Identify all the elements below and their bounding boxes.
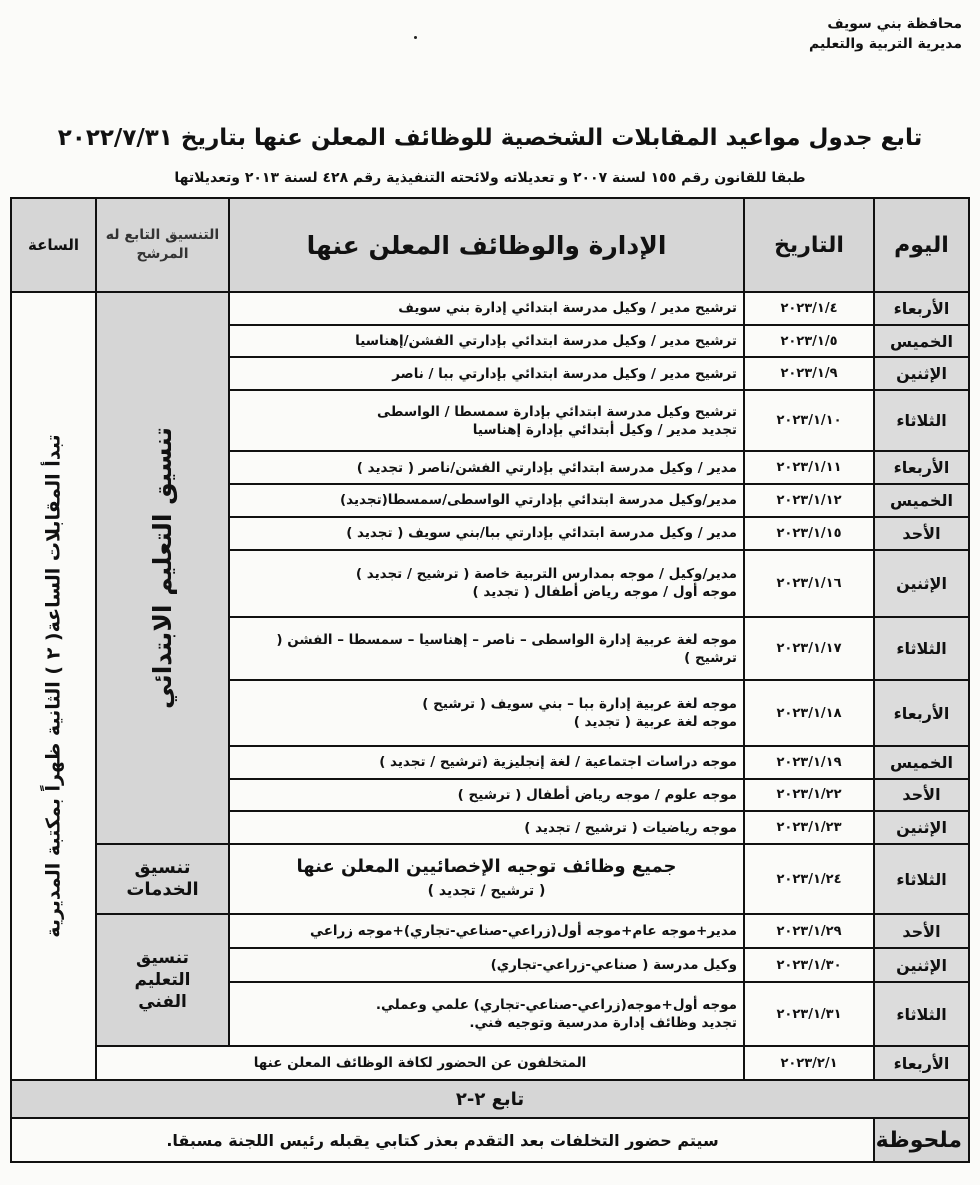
row-day: الأحد — [874, 517, 969, 550]
followup-row — [11, 1080, 969, 1118]
table-row — [11, 844, 969, 914]
row-day: الإثنين — [874, 357, 969, 390]
row-job: موجه دراسات اجتماعية / لغة إنجليزية (ترشيح / تجديد ) — [229, 746, 744, 779]
row-day: الإثنين — [874, 550, 969, 617]
header-date: التاريخ — [744, 198, 874, 292]
row-job: ترشيح مدير / وكيل مدرسة ابتدائي بإدارتي الفشن/إهناسيا — [229, 325, 744, 358]
row-day: الثلاثاء — [874, 390, 969, 451]
coord-primary — [96, 292, 229, 844]
row-date: ٢٠٢٣/١/١٢ — [744, 484, 874, 517]
row-job: ترشيح مدير / وكيل مدرسة ابتدائي بإدارتي ببا / ناصر — [229, 357, 744, 390]
scan-dot — [414, 36, 417, 39]
note-text: سيتم حضور التخلفات بعد التقدم بعذر كتابي يقبله رئيس اللجنة مسبقا. — [11, 1118, 874, 1162]
job-line: موجه أول / موجه رياض أطفال ( تجديد ) — [472, 584, 737, 601]
table-row — [11, 1046, 969, 1080]
coord-technical: تنسيق التعليم الفني — [96, 914, 229, 1046]
row-job — [229, 390, 744, 451]
coord-primary-label: تنسيق التعليم الابتدائي — [147, 427, 177, 709]
directorate-name: مديرية التربية والتعليم — [809, 36, 962, 52]
row-job: مدير / وكيل مدرسة ابتدائي بإدارتي ببا/بني سويف ( تجديد ) — [229, 517, 744, 550]
row-date: ٢٠٢٣/١/١٩ — [744, 746, 874, 779]
row-day: الأحد — [874, 779, 969, 812]
job-line: تجديد وظائف إدارة مدرسية وتوجيه فني. — [469, 1015, 737, 1031]
row-date: ٢٠٢٣/١/١١ — [744, 451, 874, 484]
note-row — [11, 1118, 969, 1162]
row-day: الخميس — [874, 484, 969, 517]
row-date: ٢٠٢٣/١/١٦ — [744, 550, 874, 617]
header-dept: الإدارة والوظائف المعلن عنها — [229, 198, 744, 292]
header-time: الساعة — [11, 198, 96, 292]
page-subtitle: طبقا للقانون رقم ١٥٥ لسنة ٢٠٠٧ و تعديلاته ولائحته التنفيذية رقم ٤٢٨ لسنة ٢٠١٣ وتعديلاتها — [174, 170, 806, 186]
page-title: تابع جدول مواعيد المقابلات الشخصية للوظائف المعلن عنها بتاريخ ٢٠٢٢/٧/٣١ — [57, 125, 923, 151]
time-note: تبدأ المقابلات الساعة( ٢ ) الثانية ظهراً بمكتبة المديرية — [42, 434, 65, 938]
row-date: ٢٠٢٣/١/٣٠ — [744, 948, 874, 982]
row-job: موجه لغة عربية إدارة الواسطى – ناصر – إهناسيا – سمسطا – الفشن ( ترشيح ) — [229, 617, 744, 680]
job-line: موجه لغة عربية ( تجديد ) — [573, 714, 737, 731]
header-day: اليوم — [874, 198, 969, 292]
followup-label: تابع ٢-٢ — [11, 1080, 969, 1118]
row-job: موجه رياضيات ( ترشيح / تجديد ) — [229, 811, 744, 844]
row-day: الأربعاء — [874, 451, 969, 484]
row-day: الأحد — [874, 914, 969, 948]
note-label: ملحوظة — [874, 1118, 969, 1162]
row-job — [229, 844, 744, 914]
row-date: ٢٠٢٣/١/٢٣ — [744, 811, 874, 844]
job-line: ( ترشيح / تجديد ) — [427, 883, 546, 899]
row-date: ٢٠٢٣/١/١٧ — [744, 617, 874, 680]
row-date: ٢٠٢٣/١/٢٩ — [744, 914, 874, 948]
row-day: الخميس — [874, 325, 969, 358]
row-date: ٢٠٢٣/١/١٨ — [744, 680, 874, 745]
row-date: ٢٠٢٣/٢/١ — [744, 1046, 874, 1080]
table-header-row — [11, 198, 969, 292]
job-line: تجديد مدير / وكيل أبتدائي بإدارة إهناسيا — [472, 421, 737, 438]
row-job: مدير / وكيل مدرسة ابتدائي بإدارتي الفشن/ناصر ( تجديد ) — [229, 451, 744, 484]
row-day: الأربعاء — [874, 292, 969, 325]
job-line: جميع وظائف توجيه الإخصائيين المعلن عنها — [296, 856, 677, 877]
row-job: مدير/وكيل مدرسة ابتدائي بإدارتي الواسطى/سمسطا(تجديد) — [229, 484, 744, 517]
row-day: الأربعاء — [874, 680, 969, 745]
row-job — [229, 680, 744, 745]
row-date: ٢٠٢٣/١/١٠ — [744, 390, 874, 451]
row-job: وكيل مدرسة ( صناعي-زراعي-تجاري) — [229, 948, 744, 982]
row-day: الإثنين — [874, 811, 969, 844]
job-line: مدير/وكيل / موجه بمدارس التربية خاصة ( ترشيح / تجديد ) — [355, 566, 737, 583]
table-row — [11, 914, 969, 948]
schedule-table — [10, 197, 970, 1163]
row-date: ٢٠٢٣/١/٣١ — [744, 982, 874, 1046]
time-cell — [11, 292, 96, 1080]
row-job: ترشيح مدير / وكيل مدرسة ابتدائي إدارة بني سويف — [229, 292, 744, 325]
row-job: مدير+موجه عام+موجه أول(زراعي-صناعي-تجاري)+موجه زراعي — [229, 914, 744, 948]
row-date: ٢٠٢٣/١/٤ — [744, 292, 874, 325]
organization-header — [809, 14, 962, 54]
job-line: موجه أول+موجه(زراعي-صناعي-تجاري) علمي وعملي. — [375, 997, 737, 1013]
row-job — [229, 982, 744, 1046]
row-day: الثلاثاء — [874, 844, 969, 914]
coord-services: تنسيق الخدمات — [96, 844, 229, 914]
row-day: الأربعاء — [874, 1046, 969, 1080]
row-date: ٢٠٢٣/١/١٥ — [744, 517, 874, 550]
row-day: الخميس — [874, 746, 969, 779]
row-day: الثلاثاء — [874, 982, 969, 1046]
header-coord: التنسيق التابع له المرشح — [96, 198, 229, 292]
row-day: الإثنين — [874, 948, 969, 982]
row-date: ٢٠٢٣/١/٥ — [744, 325, 874, 358]
row-date: ٢٠٢٣/١/٢٤ — [744, 844, 874, 914]
row-job — [229, 550, 744, 617]
row-job: موجه علوم / موجه رياض أطفال ( ترشيح ) — [229, 779, 744, 812]
row-date: ٢٠٢٣/١/٩ — [744, 357, 874, 390]
job-line: ترشيح وكيل مدرسة ابتدائي بإدارة سمسطا / الواسطى — [377, 403, 737, 420]
table-row — [11, 292, 969, 325]
row-date: ٢٠٢٣/١/٢٢ — [744, 779, 874, 812]
governorate-name: محافظة بني سويف — [827, 16, 962, 32]
row-day: الثلاثاء — [874, 617, 969, 680]
row-job: المتخلفون عن الحضور لكافة الوظائف المعلن عنها — [96, 1046, 744, 1080]
job-line: موجه لغة عربية إدارة ببا – بني سويف ( ترشيح ) — [422, 696, 737, 713]
